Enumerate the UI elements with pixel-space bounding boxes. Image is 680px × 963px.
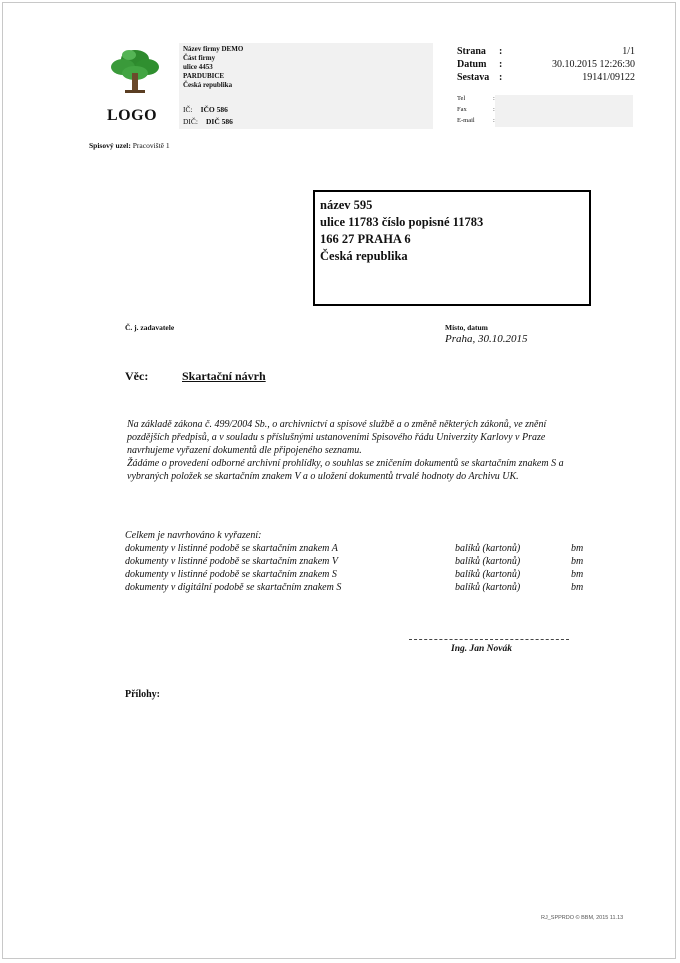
spisovy-uzel: [89, 141, 170, 150]
fax-colon: :: [493, 106, 495, 113]
summary-row-unit2: bm: [571, 543, 584, 554]
spisovy-uzel-value: Pracoviště 1: [132, 141, 170, 150]
summary-row-unit1: balíků (kartonů): [455, 556, 521, 567]
tel-colon: :: [493, 95, 495, 102]
signature-line: [409, 639, 569, 640]
document-page: [2, 2, 676, 959]
sestava-value: 19141/09122: [582, 72, 635, 83]
summary-title: Celkem je navrhováno k vyřazení:: [125, 530, 262, 541]
cj-zadavatele-label: Č. j. zadavatele: [125, 323, 175, 332]
spisovy-uzel-label: Spisový uzel:: [89, 141, 131, 150]
sestava-colon: :: [499, 72, 503, 83]
body-paragraph-1: Na základě zákona č. 499/2004 Sb., o archivnictví a spisové službě a o změně některých zákonů, ve znění pozdějších předpisů, a v souladu s příslušnými ustanoveními Spisového řádu Univerzity Karlovy v Praze navrhujeme vyřazení dokumentů dle připojeného seznamu.: [127, 419, 547, 456]
company-name: Název firmy DEMO: [183, 45, 244, 53]
summary-row-unit2: bm: [571, 556, 584, 567]
summary-row-text: dokumenty v listinné podobě se skartačním znakem A: [125, 543, 338, 554]
email-label: E-mail: [457, 117, 475, 124]
datum-value: 30.10.2015 12:26:30: [551, 59, 635, 70]
meta-strana: [457, 46, 635, 59]
sestava-label: Sestava: [457, 72, 490, 83]
address-line-4: Česká republika: [320, 249, 408, 263]
fax-label: Fax: [457, 106, 467, 113]
summary-row: [125, 542, 595, 555]
summary-row: [125, 568, 595, 581]
summary-row: [125, 581, 595, 594]
footer-report-code: RJ_SPPRDO © BBM, 2015 11.13: [541, 915, 624, 921]
subject-label: Věc:: [125, 369, 149, 383]
dic-line: [183, 116, 233, 128]
address-line-2: ulice 11783 číslo popisné 11783: [320, 215, 484, 229]
company-city: PARDUBICE: [183, 72, 225, 80]
summary-row-unit1: balíků (kartonů): [455, 582, 521, 593]
misto-datum-value: Praha, 30.10.2015: [445, 333, 528, 345]
datum-label: Datum: [457, 59, 487, 70]
company-street: ulice 4453: [183, 63, 213, 71]
dic-label: DIČ:: [183, 117, 198, 126]
summary-row: [125, 555, 595, 568]
ico-label: IČ:: [183, 105, 193, 114]
company-part: Část firmy: [183, 54, 216, 62]
meta-datum: [457, 59, 635, 72]
tel-label: Tel: [457, 95, 466, 102]
recipient-address-box: [313, 190, 591, 306]
summary-row-unit2: bm: [571, 582, 584, 593]
tree-icon: [109, 47, 161, 95]
summary-row-unit2: bm: [571, 569, 584, 580]
summary-row-unit1: balíků (kartonů): [455, 543, 521, 554]
company-country: Česká republika: [183, 81, 233, 89]
strana-label: Strana: [457, 46, 486, 57]
dic-value: DIČ 586: [206, 117, 233, 126]
subject-value: Skartační návrh: [182, 369, 266, 383]
signatory-name: Ing. Jan Novák: [451, 644, 512, 654]
address-line-1: název 595: [320, 198, 373, 212]
company-ids: [183, 104, 233, 128]
strana-colon: :: [499, 46, 503, 57]
company-info: [183, 45, 243, 90]
address-line-3: 166 27 PRAHA 6: [320, 232, 411, 246]
meta-sestava: [457, 72, 635, 85]
strana-value: 1/1: [622, 46, 635, 57]
misto-datum-label: Místo, datum: [445, 323, 488, 332]
disposal-summary: [125, 529, 595, 594]
summary-row-text: dokumenty v listinné podobě se skartačním znakem S: [125, 569, 337, 580]
letter-body: [127, 418, 587, 483]
email-colon: :: [493, 117, 495, 124]
summary-row-text: dokumenty v digitální podobě se skartačním znakem S: [125, 582, 342, 593]
datum-colon: :: [499, 59, 503, 70]
attachments-label: Přílohy:: [125, 689, 160, 700]
summary-row-text: dokumenty v listinné podobě se skartačním znakem V: [125, 556, 339, 567]
logo-text: LOGO: [107, 107, 158, 124]
body-paragraph-2: Žádáme o provedení odborné archivní prohlídky, o souhlas se zničením dokumentů se skartačním znakem S a vybraných položek se skartačním znakem V a o uložení dokumentů trvalé hodnoty do Archivu UK.: [127, 458, 564, 482]
ico-line: [183, 104, 233, 116]
contact-values-background: [495, 95, 633, 127]
summary-row-unit1: balíků (kartonů): [455, 569, 521, 580]
ico-value: IČO 586: [200, 105, 228, 114]
company-logo: [95, 43, 175, 129]
